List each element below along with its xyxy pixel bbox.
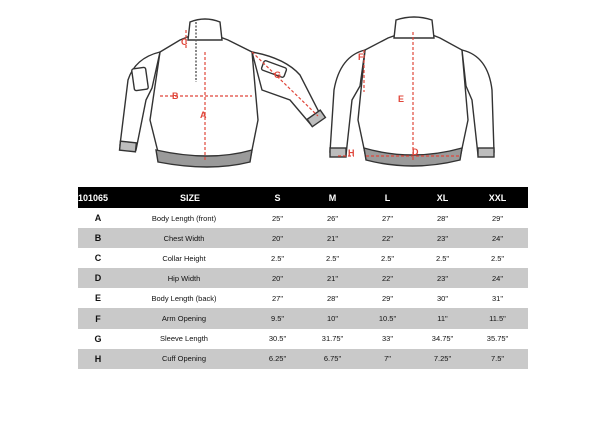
label-c: C xyxy=(181,37,188,47)
cell-value: 11.5" xyxy=(489,314,506,324)
label-h: H xyxy=(348,148,355,158)
cell-value: 21" xyxy=(326,273,338,283)
row-letter: A xyxy=(94,213,102,224)
label-g: G xyxy=(274,70,282,80)
cell-value: 23" xyxy=(436,273,448,283)
table-header xyxy=(78,187,528,208)
cell-value: 2.5" xyxy=(380,253,395,263)
row-name: Collar Height xyxy=(162,253,206,263)
cell-value: 11" xyxy=(437,314,448,324)
cell-value: 6.75" xyxy=(323,354,342,364)
cell-value: 2.5" xyxy=(270,253,285,263)
label-b: B xyxy=(172,91,179,101)
cell-value: 29" xyxy=(491,213,503,223)
cell-value: 2.5" xyxy=(490,253,505,263)
cell-value: 6.25" xyxy=(268,354,287,364)
cell-value: 7" xyxy=(384,354,391,364)
cell-value: 22" xyxy=(381,233,393,243)
style-code: 101065 xyxy=(78,192,109,203)
cell-value: 7.5" xyxy=(490,354,505,364)
table-row xyxy=(78,288,528,308)
row-name: Body Length (front) xyxy=(151,213,217,223)
cell-value: 24" xyxy=(491,273,503,283)
cell-value: 28" xyxy=(326,293,338,303)
cell-value: 10" xyxy=(326,314,338,324)
cell-value: 28" xyxy=(436,213,448,223)
table-row xyxy=(78,208,528,228)
size-l-header: L xyxy=(384,192,391,203)
row-name: Cuff Opening xyxy=(161,354,207,364)
row-name: Body Length (back) xyxy=(151,293,217,303)
table-row xyxy=(78,228,528,248)
row-letter: E xyxy=(94,293,101,304)
cell-value: 29" xyxy=(381,293,393,303)
size-header: SIZE xyxy=(179,192,200,203)
label-e: E xyxy=(398,94,405,104)
row-letter: F xyxy=(95,313,101,324)
row-letter: H xyxy=(94,353,102,364)
cell-value: 2.5" xyxy=(325,253,340,263)
cell-value: 10.5" xyxy=(378,314,397,324)
cell-value: 9.5" xyxy=(270,314,285,324)
size-xxl-header: XXL xyxy=(488,192,507,203)
row-letter: C xyxy=(94,253,102,264)
cell-value: 30.5" xyxy=(268,334,287,344)
cell-value: 24" xyxy=(491,233,503,243)
cell-value: 33" xyxy=(381,334,393,344)
cell-value: 27" xyxy=(271,293,283,303)
cell-value: 31" xyxy=(491,293,503,303)
size-s-header: S xyxy=(274,192,281,203)
row-letter: G xyxy=(94,333,102,344)
back-jacket-outline xyxy=(330,17,494,166)
row-letter: B xyxy=(94,233,102,244)
size-m-header: M xyxy=(328,192,337,203)
cell-value: 26" xyxy=(326,213,338,223)
cell-value: 7.25" xyxy=(433,354,452,364)
table-row xyxy=(78,268,528,288)
table-row xyxy=(78,349,528,369)
size-chart-table xyxy=(78,187,528,369)
row-name: Arm Opening xyxy=(161,314,207,324)
cell-value: 34.75" xyxy=(431,334,454,344)
row-letter: D xyxy=(94,273,102,284)
size-xl-header: XL xyxy=(436,192,449,203)
cell-value: 21" xyxy=(326,233,338,243)
cell-value: 25" xyxy=(271,213,283,223)
cell-value: 30" xyxy=(436,293,448,303)
label-d: D xyxy=(412,147,419,157)
cell-value: 35.75" xyxy=(486,334,509,344)
cell-value: 20" xyxy=(271,273,283,283)
table-row xyxy=(78,248,528,268)
front-jacket-outline xyxy=(120,19,326,167)
cell-value: 22" xyxy=(381,273,393,283)
cell-value: 20" xyxy=(271,233,283,243)
cell-value: 23" xyxy=(436,233,448,243)
row-name: Hip Width xyxy=(167,273,201,283)
cell-value: 27" xyxy=(381,213,393,223)
table-row xyxy=(78,329,528,349)
cell-value: 2.5" xyxy=(435,253,450,263)
jacket-illustrations xyxy=(0,0,600,186)
label-f: F xyxy=(358,52,364,62)
jacket-diagram xyxy=(0,0,600,186)
table-row xyxy=(78,308,528,328)
label-a: A xyxy=(200,110,207,120)
row-name: Chest Width xyxy=(163,233,205,243)
row-name: Sleeve Length xyxy=(160,334,208,344)
cell-value: 31.75" xyxy=(321,334,344,344)
